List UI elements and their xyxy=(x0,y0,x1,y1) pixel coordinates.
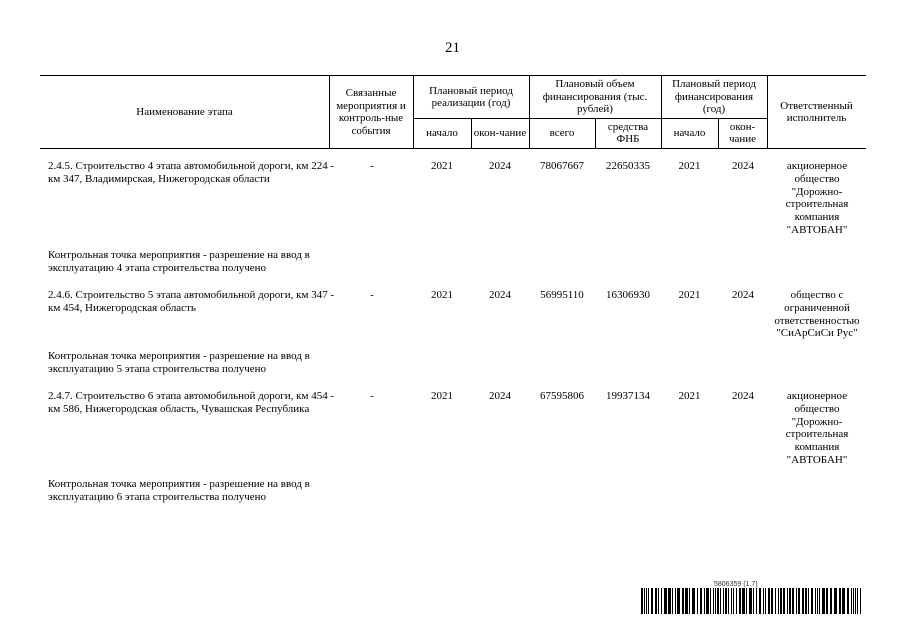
volume-total: 67595806 xyxy=(540,390,584,402)
volume-fnb: 16306930 xyxy=(606,289,650,301)
header-funding-end: окон-чание xyxy=(728,120,757,145)
related-events: - xyxy=(370,160,374,172)
stage-name: 2.4.7. Строительство 6 этапа автомобильной дороги, км 454 - км 586, Нижегородская область, Чувашская Республика xyxy=(48,390,335,415)
funding-end: 2024 xyxy=(732,289,754,301)
period-end: 2024 xyxy=(489,289,511,301)
header-responsible: Ответственный исполнитель xyxy=(780,99,853,124)
volume-total: 78067667 xyxy=(540,160,584,172)
table-header xyxy=(40,75,866,149)
related-events: - xyxy=(370,390,374,402)
header-funding-start: начало xyxy=(673,126,706,139)
volume-fnb: 22650335 xyxy=(606,160,650,172)
funding-end: 2024 xyxy=(732,390,754,402)
barcode-image xyxy=(641,588,863,614)
header-period-start: начало xyxy=(426,126,458,139)
header-funding-volume: Плановый объем финансирования (тыс. рублей) xyxy=(542,78,648,116)
funding-end: 2024 xyxy=(732,160,754,172)
responsible: акционерное общество "Дорожно-строительная компания "АВТОБАН" xyxy=(785,390,849,466)
header-volume-fnb: средства ФНБ xyxy=(607,120,649,145)
period-end: 2024 xyxy=(489,390,511,402)
header-funding-period: Плановый период финансирования (год) xyxy=(672,78,756,116)
control-point: Контрольная точка мероприятия - разрешение на ввод в эксплуатацию 6 этапа строительства получено xyxy=(48,478,310,503)
header-related-events: Связанные мероприятия и контроль-ные события xyxy=(336,87,406,137)
header-volume-total: всего xyxy=(549,126,575,139)
period-start: 2021 xyxy=(431,160,453,172)
header-period-end: окон-чание xyxy=(473,126,527,139)
responsible: общество с ограниченной ответственностью "СиАрСиСи Рус" xyxy=(774,289,860,340)
control-point: Контрольная точка мероприятия - разрешение на ввод в эксплуатацию 5 этапа строительства получено xyxy=(48,350,310,375)
page-number: 21 xyxy=(445,40,460,56)
volume-total: 56995110 xyxy=(540,289,584,301)
barcode-number: 5806359 (1.7) xyxy=(714,581,758,588)
funding-start: 2021 xyxy=(678,289,701,301)
period-start: 2021 xyxy=(431,289,453,301)
period-start: 2021 xyxy=(431,390,453,402)
period-end: 2024 xyxy=(489,160,511,172)
related-events: - xyxy=(370,289,374,301)
stage-name: 2.4.6. Строительство 5 этапа автомобильной дороги, км 347 - км 454, Нижегородская область xyxy=(48,289,335,314)
volume-fnb: 19937134 xyxy=(606,390,650,402)
funding-start: 2021 xyxy=(678,160,701,172)
header-stage-name: Наименование этапа xyxy=(136,105,233,118)
responsible: акционерное общество "Дорожно-строительная компания "АВТОБАН" xyxy=(785,160,849,236)
header-implementation-period: Плановый период реализации (год) xyxy=(429,84,513,109)
funding-start: 2021 xyxy=(678,390,701,402)
control-point: Контрольная точка мероприятия - разрешение на ввод в эксплуатацию 4 этапа строительства получено xyxy=(48,249,310,274)
stage-name: 2.4.5. Строительство 4 этапа автомобильной дороги, км 224 - км 347, Владимирская, Нижегородская области xyxy=(48,160,335,185)
